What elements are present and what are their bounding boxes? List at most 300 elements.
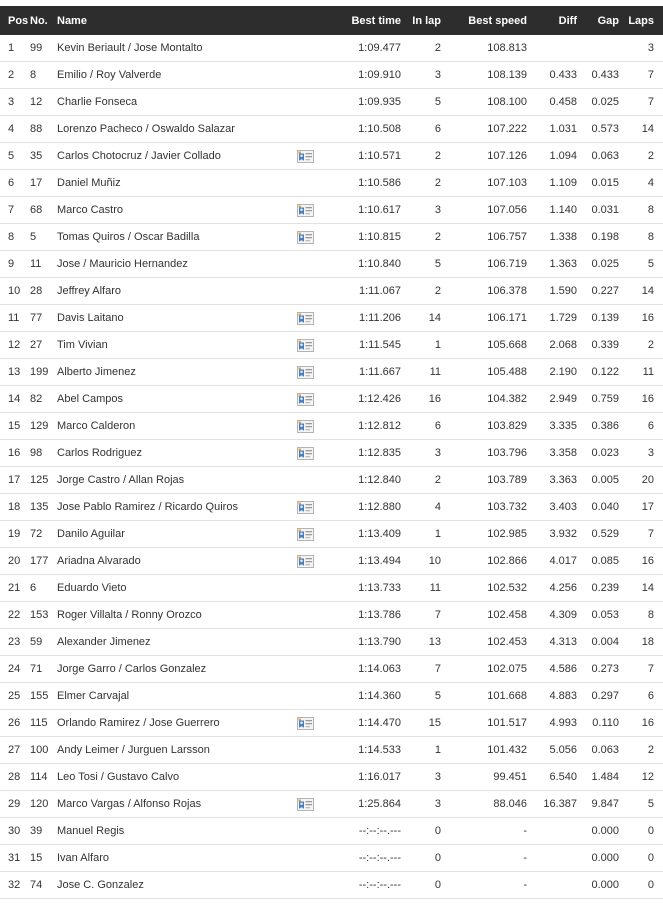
driver-card-cell[interactable] [297,791,333,818]
cell-gap: 0.529 [577,521,619,548]
cell-name: Daniel Muñiz [57,170,297,197]
cell-pos: 6 [0,170,30,197]
cell-best-speed: 107.126 [441,143,527,170]
driver-card-cell[interactable] [297,143,333,170]
column-header-no: No. [30,6,57,35]
cell-best-time: 1:10.508 [333,116,401,143]
cell-name: Carlos Rodriguez [57,440,297,467]
cell-name: Manuel Regis [57,818,297,845]
result-row[interactable] [0,467,663,494]
cell-diff: 1.094 [527,143,577,170]
cell-diff: 3.335 [527,413,577,440]
driver-card-icon[interactable] [297,420,314,433]
cell-in-lap: 5 [401,89,441,116]
driver-card-cell[interactable] [297,305,333,332]
cell-laps: 8 [619,197,663,224]
cell-diff: 4.309 [527,602,577,629]
cell-gap: 0.573 [577,116,619,143]
cell-gap: 0.297 [577,683,619,710]
cell-laps: 16 [619,710,663,737]
cell-diff: 16.387 [527,791,577,818]
cell-diff: 3.358 [527,440,577,467]
cell-no: 15 [30,845,57,872]
cell-in-lap: 3 [401,197,441,224]
result-row[interactable] [0,359,663,386]
result-row[interactable] [0,413,663,440]
driver-card-icon[interactable] [297,393,314,406]
cell-in-lap: 0 [401,818,441,845]
cell-diff: 4.993 [527,710,577,737]
result-row[interactable] [0,818,663,845]
cell-best-speed: 106.171 [441,305,527,332]
cell-best-speed: 101.517 [441,710,527,737]
cell-no: 199 [30,359,57,386]
driver-card-cell[interactable] [297,332,333,359]
cell-gap: 0.139 [577,305,619,332]
result-row[interactable] [0,737,663,764]
cell-in-lap: 6 [401,116,441,143]
cell-laps: 0 [619,818,663,845]
cell-best-speed: 102.866 [441,548,527,575]
cell-no: 28 [30,278,57,305]
cell-in-lap: 2 [401,467,441,494]
cell-gap: 0.110 [577,710,619,737]
cell-pos: 18 [0,494,30,521]
result-row[interactable] [0,656,663,683]
driver-card-cell[interactable] [297,440,333,467]
result-row[interactable] [0,278,663,305]
cell-name: Ivan Alfaro [57,845,297,872]
cell-gap: 9.847 [577,791,619,818]
cell-diff [527,845,577,872]
cell-pos: 24 [0,656,30,683]
cell-best-time: 1:25.864 [333,791,401,818]
driver-card-cell[interactable] [297,197,333,224]
column-header-best-speed: Best speed [441,6,527,35]
cell-best-time: 1:12.835 [333,440,401,467]
cell-best-time: 1:13.790 [333,629,401,656]
cell-best-time: 1:13.494 [333,548,401,575]
driver-card-cell [297,656,333,683]
driver-card-cell [297,467,333,494]
cell-laps: 18 [619,629,663,656]
cell-name: Tomas Quiros / Oscar Badilla [57,224,297,251]
cell-gap: 0.063 [577,143,619,170]
cell-name: Alexander Jimenez [57,629,297,656]
cell-best-time: 1:14.360 [333,683,401,710]
cell-pos: 30 [0,818,30,845]
driver-card-icon[interactable] [297,798,314,811]
cell-diff: 1.109 [527,170,577,197]
result-row[interactable] [0,116,663,143]
result-row[interactable] [0,710,663,737]
column-header-name: Name [57,6,333,35]
result-row[interactable] [0,845,663,872]
cell-pos: 26 [0,710,30,737]
result-row[interactable] [0,521,663,548]
cell-in-lap: 3 [401,440,441,467]
cell-gap: 0.025 [577,89,619,116]
cell-in-lap: 6 [401,413,441,440]
cell-best-speed: 88.046 [441,791,527,818]
driver-card-cell[interactable] [297,413,333,440]
cell-best-speed: 103.796 [441,440,527,467]
cell-diff: 2.068 [527,332,577,359]
cell-no: 82 [30,386,57,413]
cell-gap: 0.023 [577,440,619,467]
cell-best-speed: 102.985 [441,521,527,548]
cell-laps: 7 [619,89,663,116]
cell-diff: 1.729 [527,305,577,332]
cell-name: Jorge Castro / Allan Rojas [57,467,297,494]
cell-best-speed: 106.719 [441,251,527,278]
cell-pos: 21 [0,575,30,602]
driver-card-icon[interactable] [297,231,314,244]
driver-card-cell [297,818,333,845]
cell-best-speed: 106.757 [441,224,527,251]
cell-laps: 6 [619,683,663,710]
cell-diff: 4.017 [527,548,577,575]
cell-best-time: 1:10.815 [333,224,401,251]
cell-in-lap: 14 [401,305,441,332]
cell-pos: 13 [0,359,30,386]
cell-best-time: 1:12.880 [333,494,401,521]
cell-name: Roger Villalta / Ronny Orozco [57,602,297,629]
cell-best-time: 1:10.840 [333,251,401,278]
driver-card-icon[interactable] [297,528,314,541]
driver-card-icon[interactable] [297,366,314,379]
cell-best-time: 1:11.067 [333,278,401,305]
cell-laps: 8 [619,224,663,251]
cell-laps: 6 [619,413,663,440]
cell-diff: 5.056 [527,737,577,764]
cell-best-time: 1:14.063 [333,656,401,683]
result-row[interactable] [0,629,663,656]
cell-diff: 2.190 [527,359,577,386]
result-row[interactable] [0,683,663,710]
cell-name: Eduardo Vieto [57,575,297,602]
cell-in-lap: 15 [401,710,441,737]
cell-best-time: --:--:--.--- [333,872,401,899]
cell-in-lap: 2 [401,143,441,170]
cell-best-time: 1:13.409 [333,521,401,548]
cell-name: Marco Calderon [57,413,297,440]
cell-best-speed: 106.378 [441,278,527,305]
cell-gap: 0.339 [577,332,619,359]
result-row[interactable] [0,62,663,89]
cell-name: Jose Pablo Ramirez / Ricardo Quiros [57,494,297,521]
cell-pos: 27 [0,737,30,764]
driver-card-cell [297,278,333,305]
driver-card-cell [297,845,333,872]
result-row[interactable] [0,35,663,62]
driver-card-icon[interactable] [297,501,314,514]
result-row[interactable] [0,791,663,818]
cell-no: 5 [30,224,57,251]
cell-laps: 2 [619,737,663,764]
result-row[interactable] [0,440,663,467]
cell-best-time: 1:11.667 [333,359,401,386]
cell-diff: 4.256 [527,575,577,602]
driver-card-icon[interactable] [297,555,314,568]
cell-in-lap: 11 [401,575,441,602]
cell-laps: 17 [619,494,663,521]
cell-pos: 3 [0,89,30,116]
driver-card-cell [297,872,333,899]
cell-diff: 4.313 [527,629,577,656]
driver-card-cell[interactable] [297,224,333,251]
cell-name: Jose C. Gonzalez [57,872,297,899]
cell-pos: 14 [0,386,30,413]
driver-card-cell [297,629,333,656]
cell-best-speed: 99.451 [441,764,527,791]
driver-card-icon[interactable] [297,204,314,217]
cell-no: 71 [30,656,57,683]
driver-card-icon[interactable] [297,150,314,163]
cell-best-speed: 101.668 [441,683,527,710]
result-row[interactable] [0,170,663,197]
driver-card-cell[interactable] [297,386,333,413]
cell-in-lap: 4 [401,494,441,521]
cell-gap: 0.239 [577,575,619,602]
driver-card-cell [297,116,333,143]
cell-pos: 8 [0,224,30,251]
cell-best-speed: 103.829 [441,413,527,440]
cell-best-speed: 101.432 [441,737,527,764]
cell-best-speed: 102.075 [441,656,527,683]
cell-laps: 4 [619,170,663,197]
cell-best-time: 1:09.477 [333,35,401,62]
cell-no: 39 [30,818,57,845]
driver-card-cell[interactable] [297,359,333,386]
cell-in-lap: 7 [401,656,441,683]
cell-no: 11 [30,251,57,278]
cell-pos: 31 [0,845,30,872]
cell-name: Elmer Carvajal [57,683,297,710]
driver-card-cell [297,764,333,791]
cell-laps: 11 [619,359,663,386]
cell-gap: 0.005 [577,467,619,494]
driver-card-cell [297,602,333,629]
cell-laps: 0 [619,845,663,872]
result-row[interactable] [0,872,663,899]
header-row [0,6,663,35]
cell-laps: 14 [619,278,663,305]
timing-results-table [0,6,663,899]
cell-pos: 29 [0,791,30,818]
cell-no: 129 [30,413,57,440]
cell-diff: 1.140 [527,197,577,224]
cell-best-speed: 105.488 [441,359,527,386]
cell-pos: 4 [0,116,30,143]
result-row[interactable] [0,494,663,521]
result-row[interactable] [0,305,663,332]
cell-best-speed: 108.100 [441,89,527,116]
cell-diff: 1.031 [527,116,577,143]
result-row[interactable] [0,224,663,251]
cell-gap: 0.198 [577,224,619,251]
cell-name: Kevin Beriault / Jose Montalto [57,35,297,62]
cell-pos: 19 [0,521,30,548]
result-row[interactable] [0,386,663,413]
cell-name: Charlie Fonseca [57,89,297,116]
cell-best-time: --:--:--.--- [333,845,401,872]
cell-no: 98 [30,440,57,467]
cell-name: Davis Laitano [57,305,297,332]
cell-best-speed: 103.732 [441,494,527,521]
cell-laps: 14 [619,116,663,143]
cell-in-lap: 2 [401,35,441,62]
driver-card-icon[interactable] [297,717,314,730]
cell-best-time: 1:14.533 [333,737,401,764]
cell-diff: 3.403 [527,494,577,521]
cell-gap: 0.085 [577,548,619,575]
cell-laps: 7 [619,521,663,548]
cell-best-time: 1:09.910 [333,62,401,89]
cell-gap: 0.759 [577,386,619,413]
cell-name: Lorenzo Pacheco / Oswaldo Salazar [57,116,297,143]
driver-card-cell[interactable] [297,548,333,575]
driver-card-cell [297,251,333,278]
cell-laps: 14 [619,575,663,602]
cell-name: Andy Leimer / Jurguen Larsson [57,737,297,764]
cell-in-lap: 5 [401,251,441,278]
cell-laps: 7 [619,62,663,89]
driver-card-cell[interactable] [297,494,333,521]
cell-name: Danilo Aguilar [57,521,297,548]
cell-name: Marco Castro [57,197,297,224]
driver-card-cell[interactable] [297,710,333,737]
cell-laps: 3 [619,35,663,62]
cell-laps: 8 [619,602,663,629]
driver-card-icon[interactable] [297,339,314,352]
cell-laps: 3 [619,440,663,467]
cell-diff [527,35,577,62]
cell-diff: 0.458 [527,89,577,116]
cell-in-lap: 3 [401,791,441,818]
result-row[interactable] [0,575,663,602]
cell-diff: 3.932 [527,521,577,548]
cell-name: Tim Vivian [57,332,297,359]
cell-best-time: 1:11.206 [333,305,401,332]
cell-laps: 2 [619,143,663,170]
cell-in-lap: 3 [401,764,441,791]
cell-laps: 12 [619,764,663,791]
driver-card-cell [297,35,333,62]
cell-gap: 0.000 [577,818,619,845]
driver-card-icon[interactable] [297,447,314,460]
cell-best-time: 1:12.812 [333,413,401,440]
cell-in-lap: 11 [401,359,441,386]
cell-gap: 0.273 [577,656,619,683]
cell-name: Leo Tosi / Gustavo Calvo [57,764,297,791]
result-row[interactable] [0,197,663,224]
cell-no: 88 [30,116,57,143]
result-row[interactable] [0,332,663,359]
column-header-pos: Pos [0,6,30,35]
cell-name: Jorge Garro / Carlos Gonzalez [57,656,297,683]
cell-no: 99 [30,35,57,62]
cell-name: Alberto Jimenez [57,359,297,386]
table-header [0,6,663,35]
cell-best-time: 1:13.786 [333,602,401,629]
cell-diff: 1.363 [527,251,577,278]
cell-pos: 23 [0,629,30,656]
cell-best-speed: 102.453 [441,629,527,656]
driver-card-cell [297,170,333,197]
cell-best-speed: 103.789 [441,467,527,494]
cell-best-speed: 102.458 [441,602,527,629]
cell-diff: 6.540 [527,764,577,791]
cell-in-lap: 1 [401,332,441,359]
cell-pos: 16 [0,440,30,467]
cell-pos: 20 [0,548,30,575]
cell-best-time: 1:13.733 [333,575,401,602]
cell-gap [577,35,619,62]
cell-gap: 0.063 [577,737,619,764]
cell-no: 12 [30,89,57,116]
driver-card-cell [297,575,333,602]
cell-best-time: 1:14.470 [333,710,401,737]
cell-no: 6 [30,575,57,602]
driver-card-icon[interactable] [297,312,314,325]
result-row[interactable] [0,764,663,791]
cell-gap: 0.025 [577,251,619,278]
cell-best-time: 1:12.426 [333,386,401,413]
driver-card-cell [297,683,333,710]
cell-laps: 16 [619,548,663,575]
cell-best-time: 1:12.840 [333,467,401,494]
cell-in-lap: 16 [401,386,441,413]
cell-best-time: 1:09.935 [333,89,401,116]
column-header-best-time: Best time [333,6,401,35]
cell-in-lap: 0 [401,845,441,872]
result-row[interactable] [0,251,663,278]
cell-name: Carlos Chotocruz / Javier Collado [57,143,297,170]
cell-laps: 5 [619,251,663,278]
cell-pos: 32 [0,872,30,899]
driver-card-cell[interactable] [297,521,333,548]
cell-name: Ariadna Alvarado [57,548,297,575]
cell-diff: 2.949 [527,386,577,413]
result-row[interactable] [0,143,663,170]
cell-best-time: 1:10.571 [333,143,401,170]
cell-best-time: 1:16.017 [333,764,401,791]
column-header-laps: Laps [619,6,663,35]
result-row[interactable] [0,89,663,116]
cell-best-speed: 107.222 [441,116,527,143]
result-row[interactable] [0,602,663,629]
cell-gap: 0.053 [577,602,619,629]
cell-no: 100 [30,737,57,764]
cell-laps: 0 [619,872,663,899]
cell-diff: 0.433 [527,62,577,89]
driver-card-cell [297,62,333,89]
cell-best-speed: 105.668 [441,332,527,359]
cell-pos: 22 [0,602,30,629]
column-header-in-lap: In lap [401,6,441,35]
cell-best-speed: - [441,872,527,899]
cell-gap: 0.000 [577,872,619,899]
result-row[interactable] [0,548,663,575]
cell-gap: 0.122 [577,359,619,386]
cell-best-speed: 108.139 [441,62,527,89]
cell-diff: 1.590 [527,278,577,305]
cell-pos: 7 [0,197,30,224]
cell-in-lap: 0 [401,872,441,899]
cell-best-speed: 102.532 [441,575,527,602]
cell-pos: 1 [0,35,30,62]
